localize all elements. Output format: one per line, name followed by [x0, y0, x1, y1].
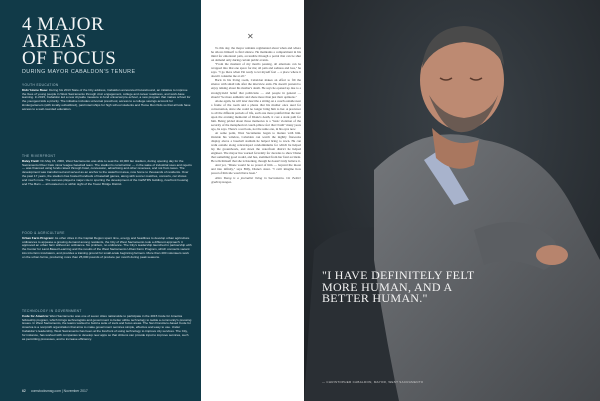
section-lead: Code for America: [22, 313, 49, 318]
author-bio: Allen Young is a journalist living in Sacramento. On Twitter @allenyoungas. [211, 175, 301, 184]
article-column [201, 0, 304, 401]
pull-quote: "I HAVE DEFINITELY FELT MORE HUMAN, AND A BETTER HUMAN." [322, 268, 475, 305]
title-line-2: AREAS [22, 31, 87, 52]
section-heading: THE RIVERFRONT [22, 154, 56, 158]
page-title [22, 16, 116, 67]
section-text: As other cities in the Capital Region spent time, energy and headlines to develop urban agriculture ordinances to appease a growing demand among residents, the City of West Sacramento took a different approach: it approved an urban farm without an ordinance. No problem, no ordinance. The City's leadership launched in partnership with the Center for Land-Based Learning and the results of the West Sacramento Urban Farm Program, which connects vacant lots into farm incubators, and provides a training ground for small-scale beginning farmers. More than 400 volunteers work on the urban farms, producing more than 25,000 pounds of produce per month during peak seasons. [22, 235, 192, 259]
hand-shape [536, 245, 568, 265]
page-subtitle: DURING MAYOR CABALDON'S TENURE [22, 69, 136, 75]
title-line-1: 4 MAJOR [22, 14, 105, 35]
ornament-icon: ✕ [247, 32, 254, 41]
portrait-photo [304, 0, 600, 401]
page-number: 62 [22, 389, 26, 393]
section-lead: Urban Farm Program: [22, 235, 54, 240]
section-heading: YOUTH EDUCATION [22, 83, 59, 87]
title-line-3: OF FOCUS [22, 48, 117, 69]
section-food-agriculture [22, 232, 192, 260]
article-body [211, 46, 301, 184]
section-lead: Kids' Home Base: [22, 87, 49, 92]
left-page-sidebar [0, 0, 201, 401]
portrait-illustration [304, 0, 600, 401]
article-paragraph: To this day, the mayor remains regimented about when and where he allows himself to find silence. He maintains a compartment in his mind for emotional pain, accessible through a portal that can be shut on demand only during certain public events. [211, 46, 301, 63]
article-paragraph: And yet, "Diane would be so proud of him — beyond the moon and into infinity," says Billy, Diane's sister. "I can't imagine how proud of him she would have been." [211, 163, 301, 176]
article-paragraph: "From the moment of my mom's passing, all emotions can be wrapped into that one space for me; all pain and sadness and loss," he says. "I go there when I'm ready to let myself feel ... a place where it doesn't consume me at all." [211, 62, 301, 79]
section-riverfront [22, 155, 192, 186]
article-paragraph: Alone again, he will later describe a sitting on a couch outside near a frame of the room and a phone that his mother once used for conversation, since she could no longer bring him to her. A precursor to all the different periods of life, each one more painful than the last: upon the evening memorial of Diane's death, it cost a stark path for him. Being prided about those memories is a "basic violation of the security of the metaphorical couch-pillow-fort that I built" many years ago, he says. There's a sad look, not the same one, in his eyes now. [211, 98, 301, 131]
article-paragraph: Back in his living room, Cabaldon makes an effort to fill the silence with small talk after the interview ends. He doesn't pretend to enjoy talking about his mother's death. He says he opened up due to a strongly-held belief that politicians — and people in general — should "be more authentic and share more than just their opinions." [211, 78, 301, 99]
page-footer [22, 389, 88, 393]
section-technology-government [22, 310, 192, 341]
section-text: On May 15, 2000, West Sacramento was able to seat the 10,000 fan stadium, during opening day for the Sacramento River Cats minor league baseball team. The stadium's construction — in the wake of industrial uses and rejects — was financed using funds raised through hotel, concession, advertising and other revenues, and not from taxes. The development was transformed and served as an anchor to the waterfront area, now home to thousands of residents. Over the past 17 years, the stadium has hosted hundreds of baseball games, along with soccer matches, concerts, car shows and much more. The success played a major role in spurring the development of the CalSTRS building, riverfront housing and The Barn — all located on or within sight of the Tower Bridge District. [22, 158, 192, 186]
section-text: During his 2013 State of the City address, Cabaldon announced Futurebound, an initiative to improve the lives of young people in West Sacramento through civic engagement, college and career readiness, and work-base learning. In 2015, Cabaldon led a new citywide measure to fund universal pre-school, a new program that makes school for the youngest kids a priority. The initiative includes universal preschool, access to a college savings account for kindergarteners (with locally-subsidized), paid internships for high school students and Home Run Kids so that all kids have access to a well-rounded education. [22, 87, 191, 111]
footer-text: comstocksmag.com | November 2017 [30, 389, 88, 393]
section-text: West Sacramento was one of seven cities nationwide to participate in the 2015 Code for America fellowship program, which brings technologists and government to better utilize technology to tackle a community's pressing issues. In West Sacramento, the teams worked to build a suite of tools and focus areas. The San Francisco-based Code for America is a nonprofit organization that aims to make government services simple, effective and easy to use. Under Cabaldon's leadership, West Sacramento has been at the forefront of using technology to improve city services. The City, for instance, has worked with companies to develop new apps so that citizens can provide input to improve services, such as permitting processes, and to increase efficiency. [22, 313, 192, 341]
section-lead: Raley Field: [22, 158, 40, 163]
section-heading: FOOD & AGRICULTURE [22, 231, 65, 235]
quote-credit: — CHRISTOPHER CABALDON, MAYOR, WEST SACRAMENTO [322, 380, 424, 384]
section-heading: TECHNOLOGY IN GOVERNMENT [22, 309, 82, 313]
section-youth-education [22, 84, 192, 112]
article-paragraph: At some point, West Sacramento began to mature with him. Outside his window, Cabaldon can watch the nightly fireworks display above a baseball stadium he helped bring to town. He can walk outside along redeveloped condominiums for which he helped lay the groundwork, and down the waterfront district he helped engineer. The mayor has worked fervently for decades to show Diane that something good would, and has, stemmed from her fatal accident. He tells himself that she is listening, though he doesn't truly believe it. [211, 130, 301, 164]
